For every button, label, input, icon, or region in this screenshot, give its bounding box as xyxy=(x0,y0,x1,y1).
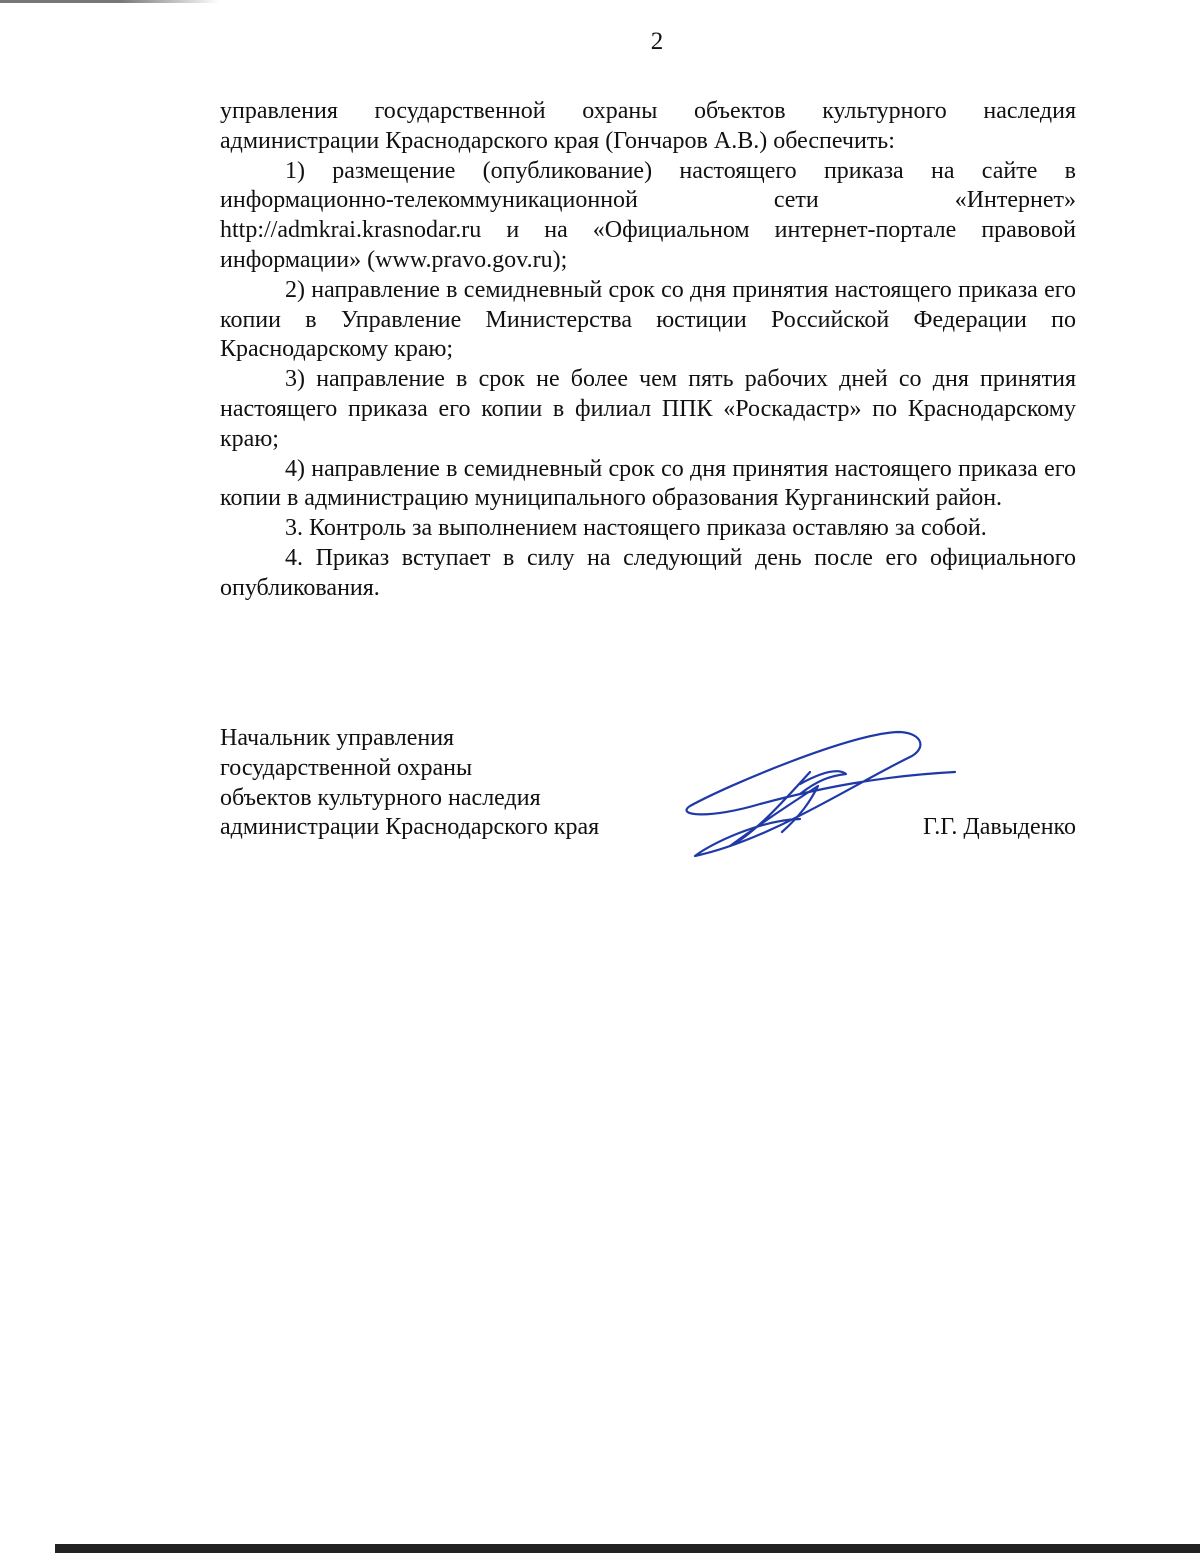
paragraph-item-1: 1) размещение (опубликование) настоящего приказа на сайте в информационно-телекоммуникационной сети «Интернет» http://admkrai.krasnodar.ru и на «Официальном интернет-портале правовой информации» (www.pravo.gov.ru); xyxy=(220,157,1076,273)
signer-title-line: администрации Краснодарского края xyxy=(220,814,600,841)
paragraph-effective-date: 4. Приказ вступает в силу на следующий день после его официального опубликования. xyxy=(220,544,1076,601)
paragraph-item-4: 4) направление в семидневный срок со дня принятия настоящего приказа его копии в администрацию муниципального образования Курганинский район. xyxy=(220,455,1076,512)
signer-title-line: государственной охраны xyxy=(220,754,473,781)
scan-edge-top xyxy=(0,0,1200,3)
signer-title-line: Начальник управления xyxy=(220,725,455,751)
paragraph-item-3: 3) направление в срок не более чем пять рабочих дней со дня принятия настоящего приказа его копии в филиал ППК «Роскадастр» по Краснодарскому краю; xyxy=(220,366,1076,452)
document-body xyxy=(220,97,1076,604)
page-number: 2 xyxy=(650,28,664,55)
signer-title xyxy=(220,724,599,843)
paragraph-item-2: 2) направление в семидневный срок со дня принятия настоящего приказа его копии в Управление Министерства юстиции Российской Федерации по Краснодарскому краю; xyxy=(220,276,1076,363)
signature-stroke xyxy=(686,732,955,856)
handwritten-signature xyxy=(650,724,960,874)
scan-edge-bottom xyxy=(55,1544,1200,1553)
paragraph-control: 3. Контроль за выполнением настоящего приказа оставляю за собой. xyxy=(285,515,987,542)
paragraph-intro: управления государственной охраны объектов культурного наследия администрации Краснодарского края (Гончаров А.В.) обеспечить: xyxy=(220,98,1076,154)
signature-block xyxy=(220,724,1076,884)
signer-name: Г.Г. Давыденко xyxy=(923,814,1076,841)
signer-title-line: объектов культурного наследия xyxy=(220,784,541,811)
